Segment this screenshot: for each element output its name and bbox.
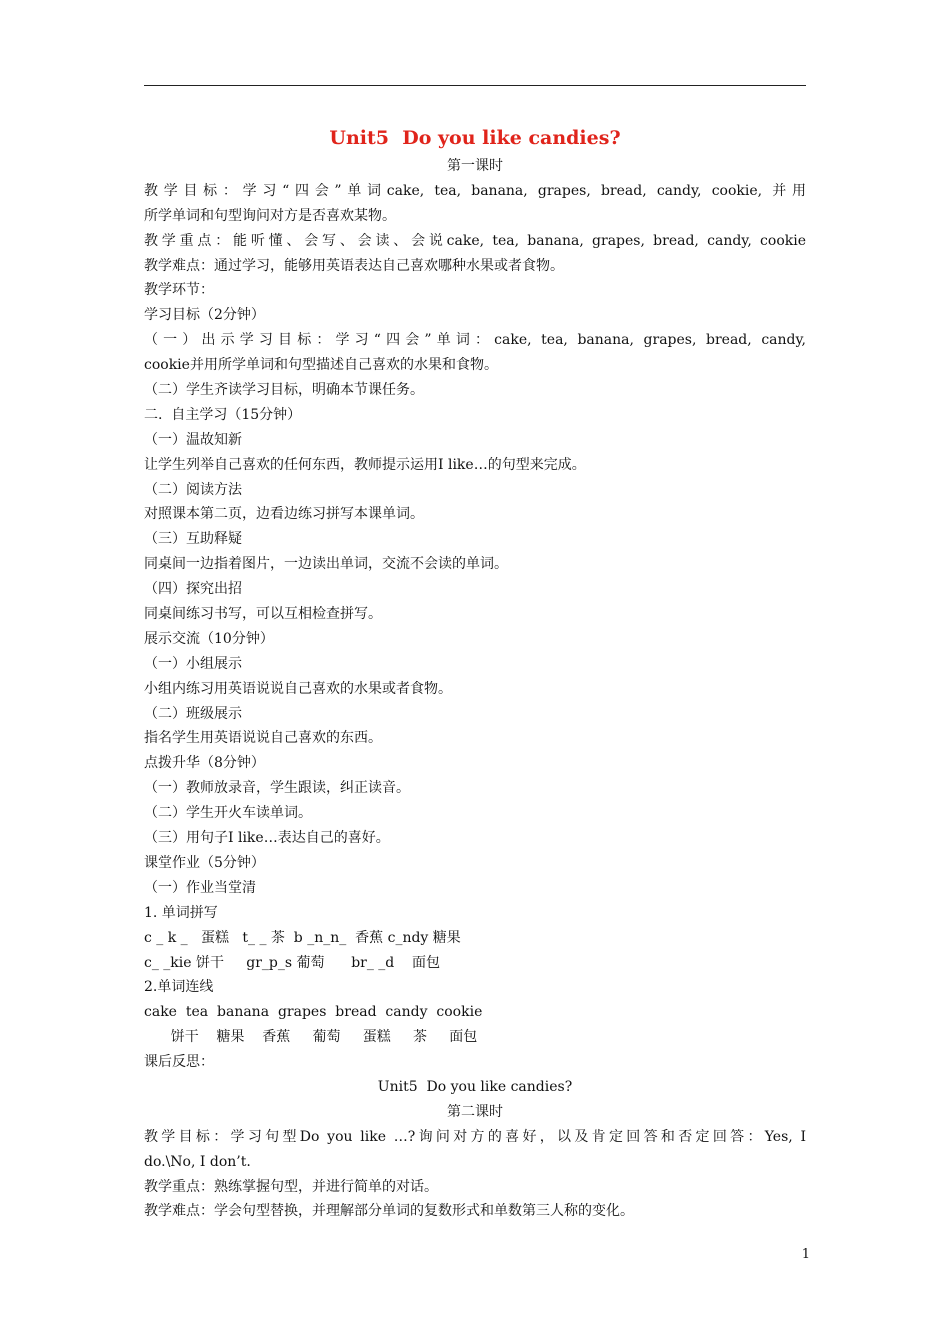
text-line: 课堂作业（5分钟） (144, 854, 265, 871)
text-line: cake tea banana grapes bread candy cookie (144, 1004, 483, 1021)
text-line: do.\No, I don’t. (144, 1153, 251, 1170)
text-line: Unit5 Do you like candies? (377, 1078, 573, 1095)
text-line: 教学环节： (144, 282, 214, 299)
text-line: 课后反思： (144, 1054, 214, 1071)
header-rule (144, 85, 806, 86)
text-line: 教学难点：学会句型替换，并理解部分单词的复数形式和单数第三人称的变化。 (144, 1203, 634, 1220)
text-line: （四）探究出招 (144, 581, 242, 598)
text-line: （二）学生开火车读单词。 (144, 805, 312, 822)
text-line: 教学难点：通过学习，能够用英语表达自己喜欢哪种水果或者食物。 (144, 257, 564, 274)
text-line: （一）温故知新 (144, 431, 242, 448)
page-number: 1 (801, 1247, 810, 1262)
text-line: 指名学生用英语说说自己喜欢的东西。 (144, 730, 382, 747)
text-line: （一）作业当堂清 (144, 879, 256, 896)
text-line: （一）小组展示 (144, 655, 242, 672)
text-line: 同桌间一边指着图片，一边读出单词，交流不会读的单词。 (144, 556, 508, 573)
text-line: c_ _kie 饼干 gr_p_s 葡萄 br_ _d 面包 (144, 954, 441, 971)
text-line: （二）学生齐读学习目标，明确本节课任务。 (144, 382, 424, 399)
text-line: 教学目标：学习“四会”单词cake, tea, banana, grapes, bread, candy, cookie, 并用 (144, 182, 806, 199)
text-line: c _ k _ 蛋糕 t_ _ 茶 b _n_n_ 香蕉 c_ndy 糖果 (144, 929, 461, 946)
text-line: 二. 自主学习（15分钟） (144, 406, 302, 423)
document-title: Unit5 Do you like candies? (329, 127, 621, 149)
document-body (144, 122, 806, 1224)
text-line: 小组内练习用英语说说自己喜欢的水果或者食物。 (144, 680, 452, 697)
text-line: 展示交流（10分钟） (144, 630, 274, 647)
text-line: 第二课时 (447, 1103, 503, 1120)
text-line: （三）互助释疑 (144, 531, 242, 548)
text-line: （一）出示学习目标：学习“四会”单词：cake, tea, banana, grapes, bread, candy, (144, 332, 806, 349)
text-line: 教学重点：熟练掌握句型，并进行简单的对话。 (144, 1178, 438, 1195)
text-line: 对照课本第二页，边看边练习拼写本课单词。 (144, 506, 424, 523)
text-line: 第一课时 (447, 158, 503, 174)
text-line: （二）班级展示 (144, 705, 242, 722)
text-line: 2.单词连线 (144, 979, 214, 996)
document-lines (144, 154, 806, 1224)
text-line: 1. 单词拼写 (144, 904, 218, 921)
text-line: （二）阅读方法 (144, 481, 242, 498)
text-line: cookie并用所学单词和句型描述自己喜欢的水果和食物。 (144, 357, 498, 374)
text-line: 学习目标（2分钟） (144, 307, 265, 324)
text-line: 让学生列举自己喜欢的任何东西，教师提示运用I like…的句型来完成。 (144, 456, 586, 473)
text-line: 所学单词和句型询问对方是否喜欢某物。 (144, 207, 396, 224)
text-line: 教学目标：学习句型Do you like …?询问对方的喜好，以及肯定回答和否定回答：Yes, I (144, 1128, 806, 1145)
text-line: 饼干 糖果 香蕉 葡萄 蛋糕 茶 面包 (144, 1029, 478, 1046)
text-line: （一）教师放录音，学生跟读，纠正读音。 (144, 780, 410, 797)
text-line: 同桌间练习书写，可以互相检查拼写。 (144, 606, 382, 623)
text-line: （三）用句子I like…表达自己的喜好。 (144, 830, 390, 847)
text-line: 教学重点：能听懂、会写、会读、会说cake, tea, banana, grapes, bread, candy, cookie (144, 232, 806, 249)
text-line: 点拨升华（8分钟） (144, 755, 265, 772)
